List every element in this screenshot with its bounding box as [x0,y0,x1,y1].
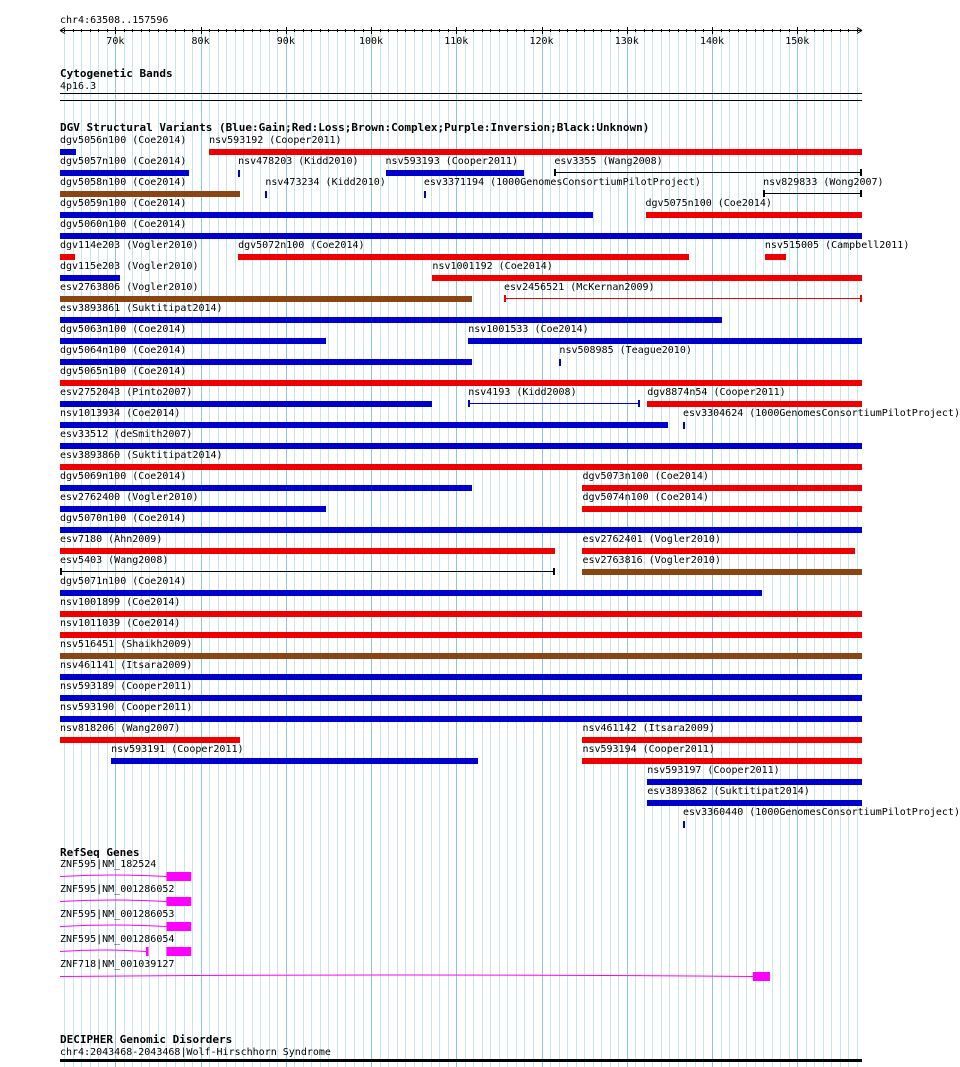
ruler-tick-label: 120k [529,36,554,47]
gene-label[interactable]: ZNF595|NM_001286054 [60,934,175,945]
refseq-track-title[interactable]: RefSeq Genes [60,846,140,859]
ruler-tick-label: 100k [359,36,384,47]
gene-intron [60,900,166,902]
ruler-tick-label: 70k [106,36,125,47]
variant-label: dgv5075n100 (Coe2014) [645,198,772,209]
variant-label: dgv5064n100 (Coe2014) [60,345,187,356]
variant-label: dgv5059n100 (Coe2014) [60,198,187,209]
variant-label: esv3893861 (Suktitipat2014) [60,303,223,314]
ruler-tick-label: 150k [785,36,810,47]
dgv-track-title[interactable]: DGV Structural Variants (Blue:Gain;Red:Loss;Brown:Complex;Purple:Inversion;Black:Unknown) [60,121,650,134]
variant-label: dgv5063n100 (Coe2014) [60,324,187,335]
variant-label: nsv593190 (Cooper2011) [60,702,193,713]
variant-label: dgv5057n100 (Coe2014) [60,156,187,167]
variant-label: nsv818206 (Wang2007) [60,723,181,734]
decipher-feature-bar[interactable] [60,1059,862,1062]
variant-label: nsv515005 (Campbell2011) [764,240,910,251]
gene-exon[interactable] [166,922,191,931]
variant-label: nsv478203 (Kidd2010) [238,156,359,167]
gene-label[interactable]: ZNF595|NM_001286052 [60,884,175,895]
variant-label: dgv114e203 (Vogler2010) [60,240,199,251]
variant-label: esv2763816 (Vogler2010) [582,555,721,566]
ruler-tick-label: 80k [191,36,210,47]
ruler-tick-label: 130k [614,36,639,47]
variant-label: esv2762400 (Vogler2010) [60,492,199,503]
variant-label: nsv461141 (Itsara2009) [60,660,193,671]
variant-label: nsv508985 (Teague2010) [559,345,692,356]
variant-label: esv7180 (Ahn2009) [60,534,163,545]
gene-label[interactable]: ZNF595|NM_001286053 [60,909,175,920]
ruler-tick-label: 140k [699,36,725,47]
variant-label: nsv829833 (Wong2007) [763,177,884,188]
variant-label: nsv1001899 (Coe2014) [60,597,181,608]
variant-label: dgv8874n54 (Cooper2011) [647,387,786,398]
location-label: chr4:63508..157596 [60,15,169,26]
variant-label: esv3355 (Wang2008) [554,156,663,167]
variant-label: esv5403 (Wang2008) [60,555,169,566]
variant-label: esv3360440 (1000GenomesConsortiumPilotProject) [683,807,960,818]
gene-label[interactable]: ZNF718|NM_001039127 [60,959,175,970]
variant-label: esv2763806 (Vogler2010) [60,282,199,293]
variant-label: nsv4193 (Kidd2008) [468,387,577,398]
variant-label: nsv593192 (Cooper2011) [209,135,342,146]
gene-label[interactable]: ZNF595|NM_182524 [60,859,157,870]
variant-label: dgv115e203 (Vogler2010) [60,261,199,272]
cytogenetic-track-title[interactable]: Cytogenetic Bands [60,67,173,80]
variant-label: dgv5071n100 (Coe2014) [60,576,187,587]
gene-intron [60,950,146,952]
variant-label: esv3893860 (Suktitipat2014) [60,450,223,461]
gene-intron [60,975,753,977]
variant-label: esv33512 (deSmith2007) [60,429,193,440]
variant-label: esv2762401 (Vogler2010) [582,534,721,545]
variant-label: nsv1011039 (Coe2014) [60,618,181,629]
variant-label: dgv5074n100 (Coe2014) [582,492,709,503]
decipher-entry-label: chr4:2043468-2043468|Wolf-Hirschhorn Syndrome [60,1047,331,1058]
variant-label: nsv516451 (Shaikh2009) [60,639,193,650]
gene-intron [60,875,166,877]
variant-label: dgv5058n100 (Coe2014) [60,177,187,188]
variant-label: nsv593194 (Cooper2011) [582,744,715,755]
variant-label: nsv1001533 (Coe2014) [468,324,589,335]
gene-exon[interactable] [166,897,191,906]
variant-label: dgv5060n100 (Coe2014) [60,219,187,230]
decipher-track-title[interactable]: DECIPHER Genomic Disorders [60,1033,233,1046]
variant-label: nsv1013934 (Coe2014) [60,408,181,419]
gene-exon[interactable] [166,872,191,881]
variant-label: dgv5070n100 (Coe2014) [60,513,187,524]
ruler-tick-label: 110k [444,36,469,47]
variant-label: dgv5065n100 (Coe2014) [60,366,187,377]
variant-label: nsv473234 (Kidd2010) [265,177,386,188]
variant-label: nsv593193 (Cooper2011) [385,156,518,167]
variant-label: dgv5073n100 (Coe2014) [582,471,709,482]
variant-label: dgv5069n100 (Coe2014) [60,471,187,482]
variant-label: esv3371194 (1000GenomesConsortiumPilotProject) [423,177,701,188]
variant-label: dgv5056n100 (Coe2014) [60,135,187,146]
variant-label: esv2752043 (Pinto2007) [60,387,193,398]
gene-intron [60,925,166,927]
ruler-tick-label: 90k [276,36,295,47]
variant-label: nsv461142 (Itsara2009) [582,723,715,734]
gene-exon[interactable] [146,947,149,956]
variant-label: esv2456521 (McKernan2009) [504,282,655,293]
variant-label: nsv1001192 (Coe2014) [432,261,553,272]
gene-exon[interactable] [166,947,191,956]
variant-label: nsv593191 (Cooper2011) [111,744,244,755]
variant-label: nsv593189 (Cooper2011) [60,681,193,692]
gene-exon[interactable] [753,972,770,981]
variant-label: esv3893862 (Suktitipat2014) [647,786,810,797]
variant-label: dgv5072n100 (Coe2014) [238,240,365,251]
variant-label: nsv593197 (Cooper2011) [647,765,780,776]
variant-label: esv3304624 (1000GenomesConsortiumPilotProject) [683,408,960,419]
cytogenetic-band-label: 4p16.3 [60,81,97,92]
